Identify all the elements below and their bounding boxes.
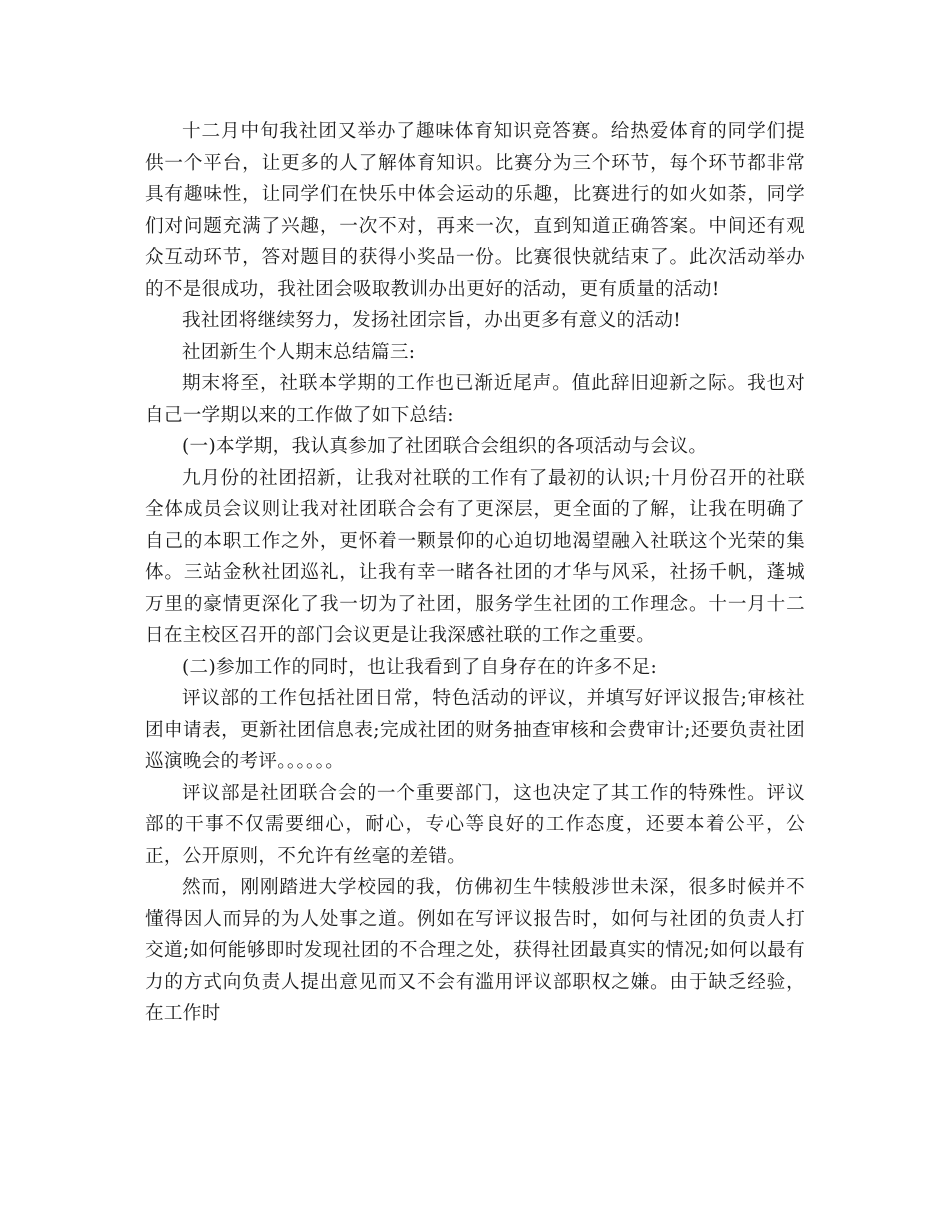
paragraph-8: 评议部是社团联合会的一个重要部门，这也决定了其工作的特殊性。评议部的干事不仅需要细心，耐心，专心等良好的工作态度，还要本着公平，公正，公开原则，不允许有丝毫的差错。	[145, 782, 805, 867]
paragraph-3: 期末将至，社联本学期的工作也已渐近尾声。值此辞旧迎新之际。我也对自己一学期以来的工作做了如下总结:	[145, 373, 805, 426]
paragraph-1: 十二月中旬我社团又举办了趣味体育知识竞答赛。给热爱体育的同学们提供一个平台，让更多的人了解体育知识。比赛分为三个环节，每个环节都非常具有趣味性，让同学们在快乐中体会运动的乐趣，比赛进行的如火如荼，同学们对问题充满了兴趣，一次不对，再来一次，直到知道正确答案。中间还有观众互动环节，答对题目的获得小奖品一份。比赛很快就结束了。此次活动举办的不是很成功，我社团会吸取教训办出更好的活动，更有质量的活动!	[145, 121, 805, 300]
paragraph-9: 然而，刚刚踏进大学校园的我，仿佛初生牛犊般涉世未深，很多时候并不懂得因人而异的为人处事之道。例如在写评议报告时，如何与社团的负责人打交道;如何能够即时发现社团的不合理之处，获得社团最真实的情况;如何以最有力的方式向负责人提出意见而又不会有滥用评议部职权之嫌。由于缺乏经验，在工作时	[145, 877, 805, 1024]
paragraph-5: 九月份的社团招新，让我对社联的工作有了最初的认识;十月份召开的社联全体成员会议则让我对社团联合会有了更深层，更全面的了解，让我在明确了自己的本职工作之外，更怀着一颗景仰的心迫切地渴望融入社联这个光荣的集体。三站金秋社团巡礼，让我有幸一睹各社团的才华与风采，社扬千帆，蓬城万里的豪情更深化了我一切为了社团，服务学生社团的工作理念。十一月十二日在主校区召开的部门会议更是让我深感社联的工作之重要。	[145, 467, 805, 646]
paragraph-2: 我社团将继续努力，发扬社团宗旨，办出更多有意义的活动!	[182, 310, 682, 331]
document-body	[145, 116, 805, 1030]
section-heading: 社团新生个人期末总结篇三:	[182, 341, 416, 363]
paragraph-7: 评议部的工作包括社团日常，特色活动的评议，并填写好评议报告;审核社团申请表，更新社团信息表;完成社团的财务抽查审核和会费审计;还要负责社团巡演晚会的考评。。。。。。	[145, 688, 805, 772]
paragraph-4: (一)本学期，我认真参加了社团联合会组织的各项活动与会议。	[182, 436, 708, 457]
paragraph-6: (二)参加工作的同时，也让我看到了自身存在的许多不足:	[182, 656, 658, 678]
